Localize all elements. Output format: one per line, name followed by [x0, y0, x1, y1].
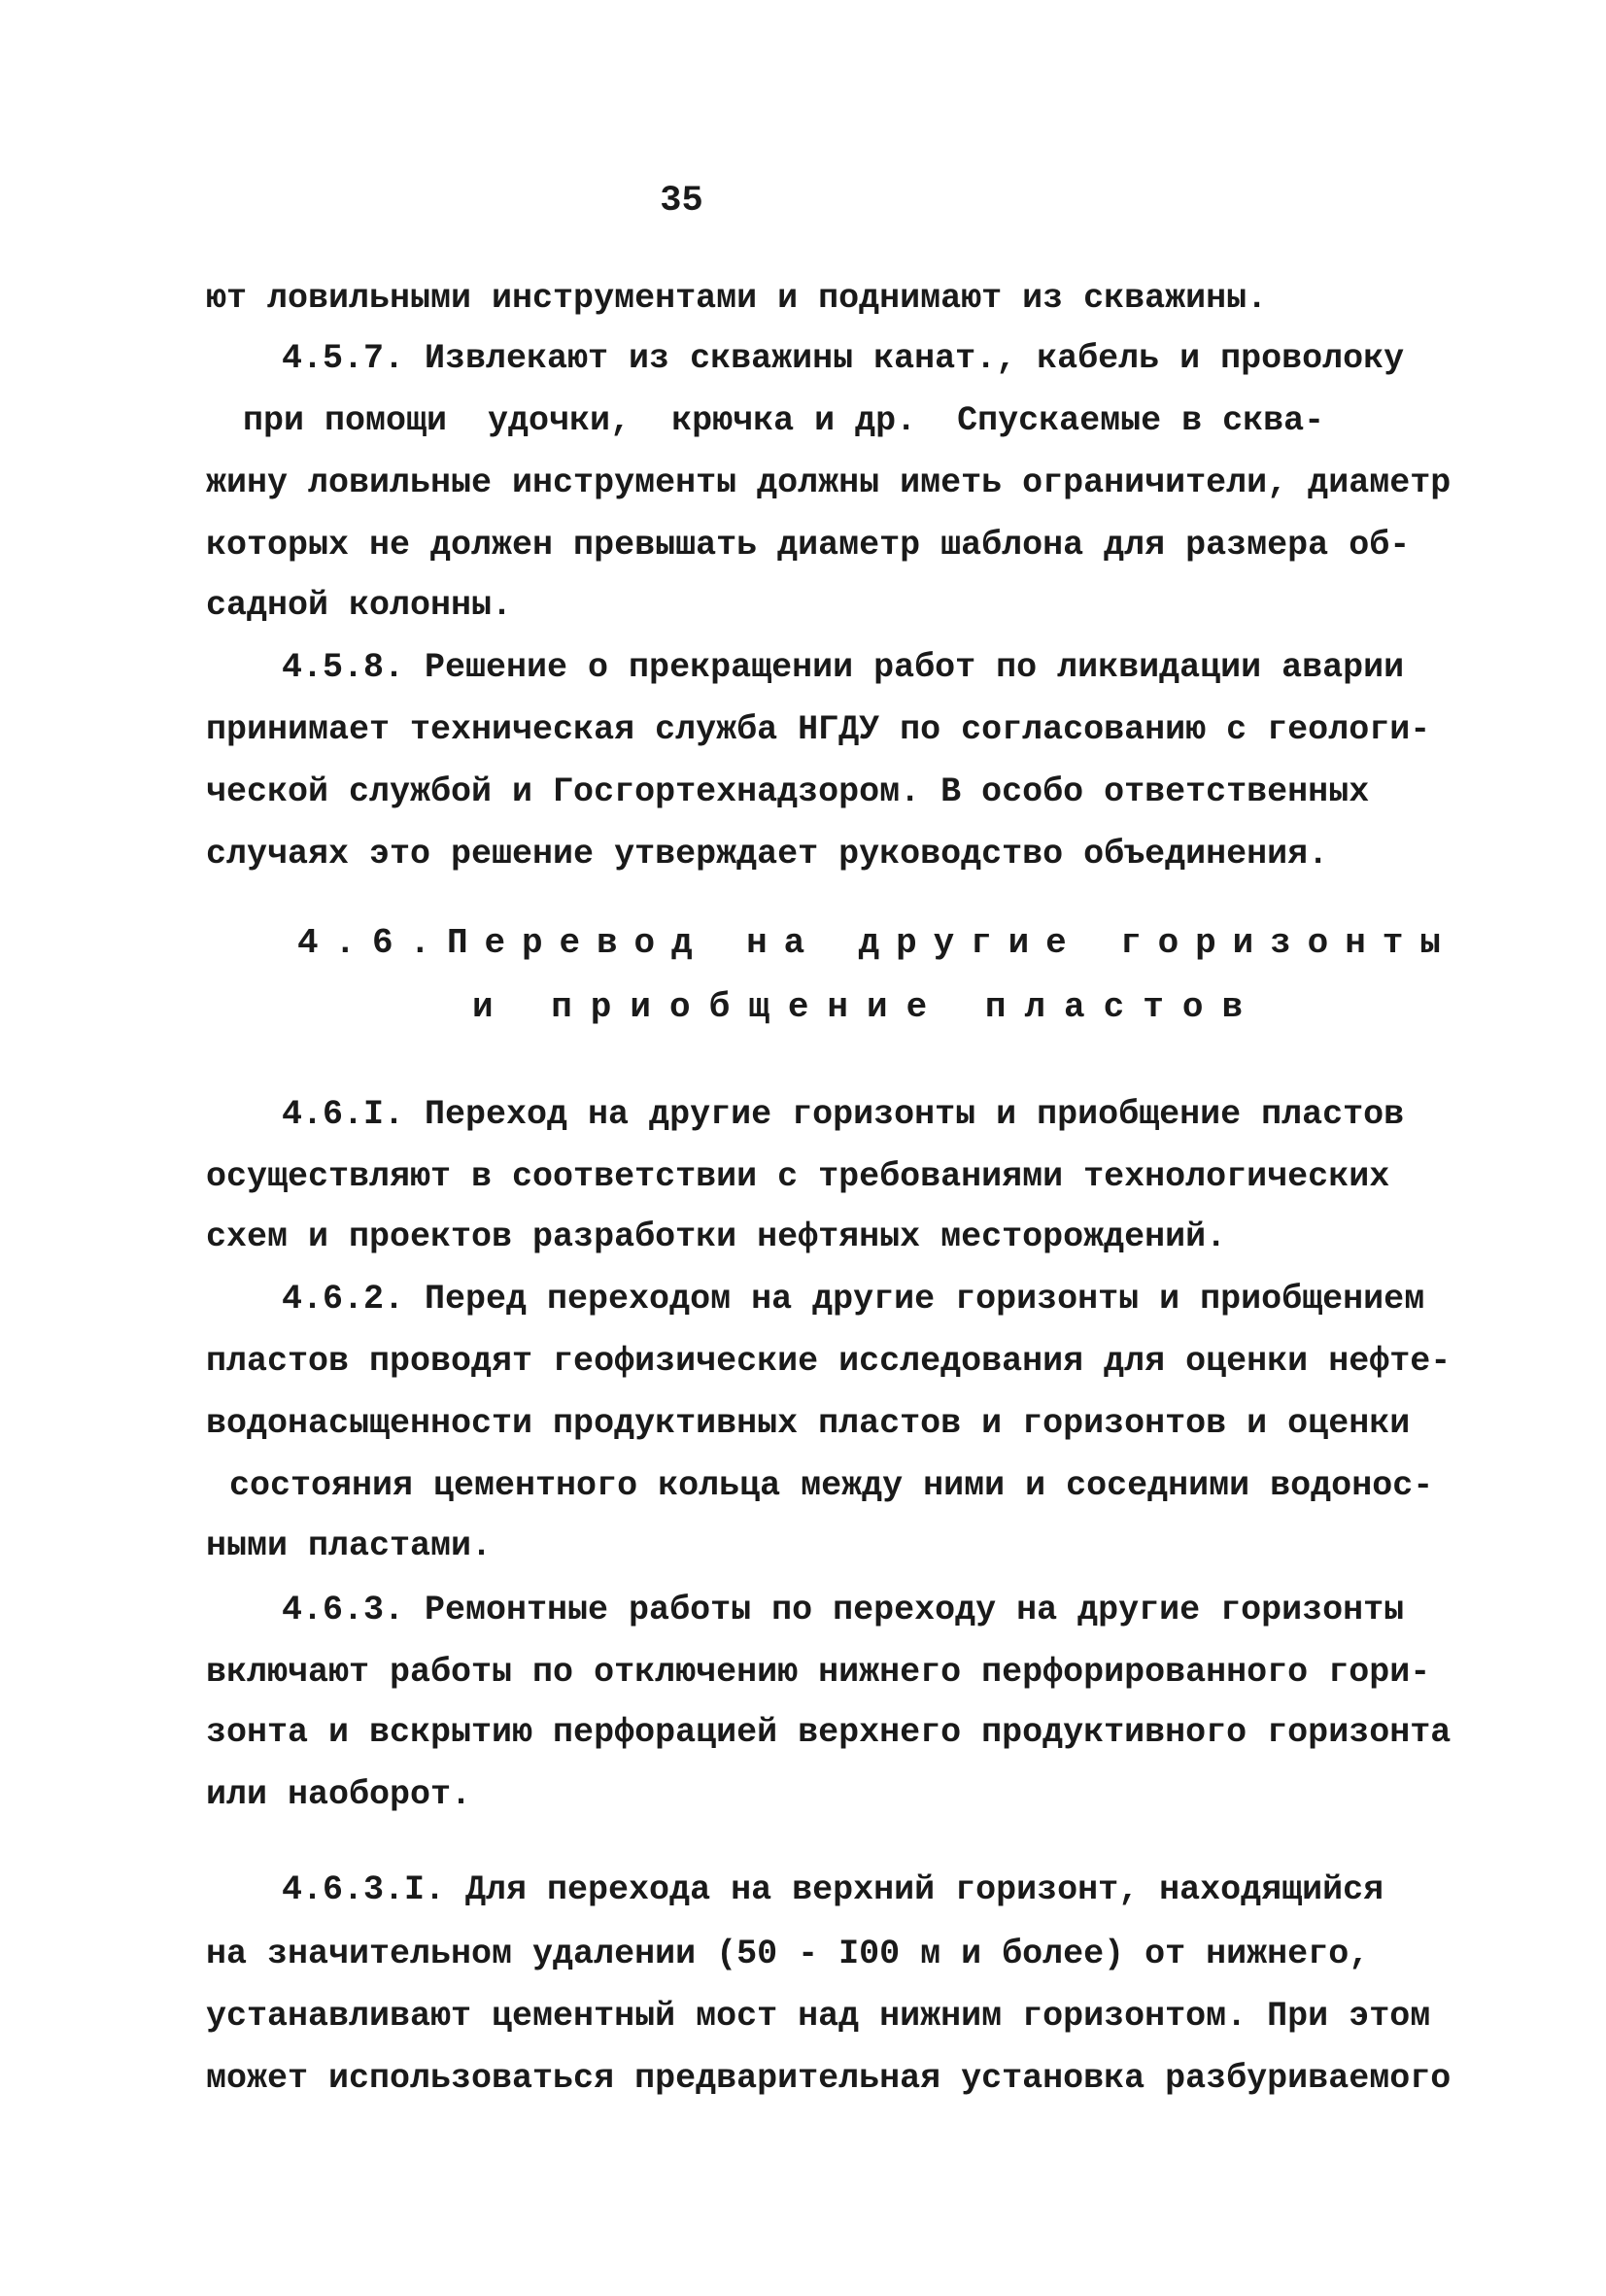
text-line: ными пластами. — [206, 1526, 493, 1565]
text-line: на значительном удалении (50 - I00 м и более) от нижнего, — [206, 1935, 1370, 1973]
text-line: ют ловильными инструментами и поднимают из скважины. — [206, 279, 1268, 318]
text-line: принимает техническая служба НГДУ по согласованию с геологи- — [206, 710, 1431, 749]
text-line: 4.5.8. Решение о прекращении работ по ликвидации аварии — [282, 648, 1405, 687]
text-line: осуществляют в соответствии с требованиями технологических — [206, 1157, 1390, 1196]
text-line: устанавливают цементный мост над нижним горизонтом. При этом — [206, 1997, 1431, 2036]
text-line: 4.5.7. Извлекают из скважины канат., кабель и проволоку — [282, 339, 1405, 378]
text-line: случаях это решение утверждает руководство объединения. — [206, 835, 1329, 874]
text-line: при помощи удочки, крючка и др. Спускаемые в сква- — [243, 401, 1325, 440]
text-line: садной колонны. — [206, 586, 513, 625]
text-line: жину ловильные инструменты должны иметь ограничители, диаметр — [206, 463, 1452, 502]
text-line: или наоборот. — [206, 1775, 472, 1814]
text-line: ческой службой и Госгортехнадзором. В особо ответственных — [206, 772, 1370, 811]
text-line: 4.6.3.I. Для перехода на верхний горизонт, находящийся — [282, 1870, 1384, 1909]
section-heading-line-2: и приобщение пластов — [472, 987, 1262, 1027]
text-line: состояния цементного кольца между ними и соседними водонос- — [229, 1466, 1434, 1505]
text-line: включают работы по отключению нижнего перфорированного гори- — [206, 1653, 1431, 1692]
text-line: водонасыщенности продуктивных пластов и горизонтов и оценки — [206, 1404, 1411, 1443]
text-line: 4.6.3. Ремонтные работы по переходу на другие горизонты — [282, 1591, 1405, 1629]
text-line: 4.6.2. Перед переходом на другие горизонты и приобщением — [282, 1280, 1425, 1319]
text-line: зонта и вскрытию перфорацией верхнего продуктивного горизонта — [206, 1713, 1452, 1752]
text-line: схем и проектов разработки нефтяных месторождений. — [206, 1217, 1227, 1256]
text-line: 4.6.I. Переход на другие горизонты и приобщение пластов — [282, 1095, 1405, 1134]
text-line: может использоваться предварительная установка разбуриваемого — [206, 2059, 1452, 2098]
text-line: пластов проводят геофизические исследования для оценки нефте- — [206, 1342, 1452, 1381]
text-line: которых не должен превышать диаметр шаблона для размера об- — [206, 526, 1411, 565]
page-number: 35 — [660, 181, 703, 222]
section-heading-line-1: 4.6.Перевод на другие горизонты — [297, 923, 1457, 963]
